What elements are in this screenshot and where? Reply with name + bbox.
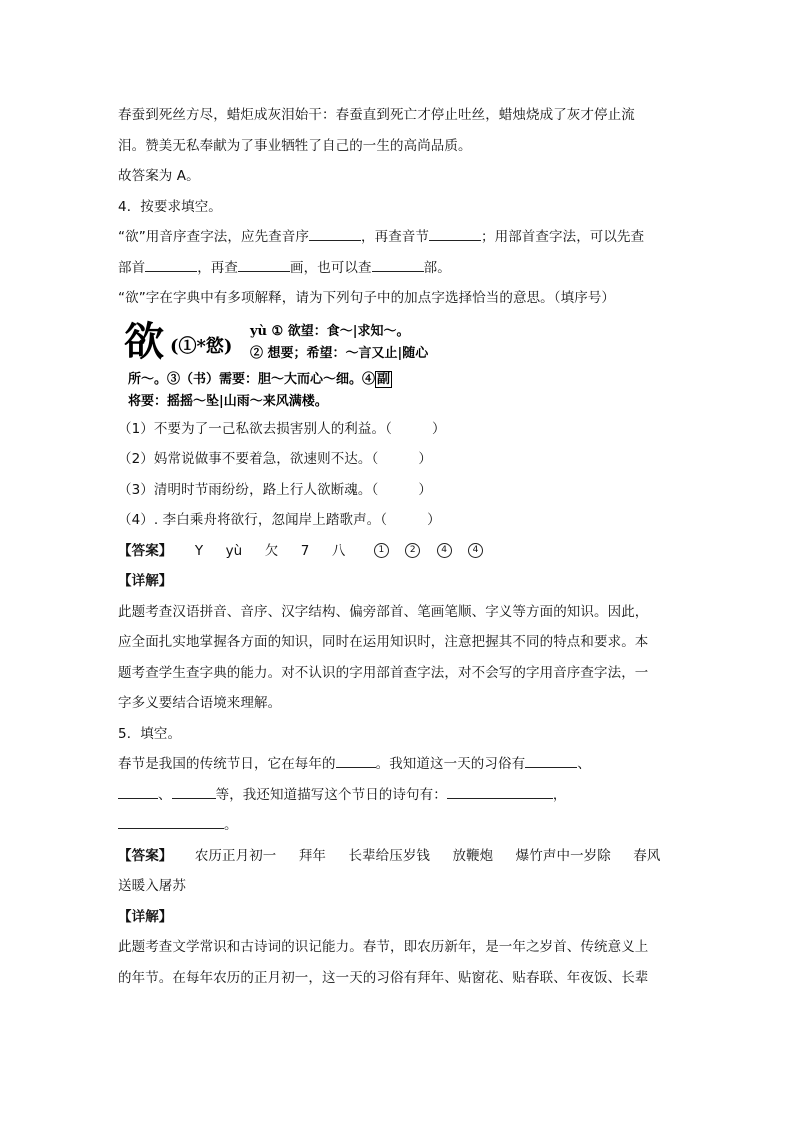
question-5-answer-cont: 送暖入屠苏 [118, 878, 186, 894]
circled-number: 2 [405, 543, 420, 558]
dict-line: 所～。③（书）需要：胆～大而心～细。④ 副 [128, 371, 391, 387]
circled-number: 4 [468, 543, 483, 558]
dict-line: ② 想要；希望：～言又止|随心 [250, 345, 429, 361]
blank [309, 228, 361, 241]
detail-text: 的年节。在每年农历的正月初一，这一天的习俗有拜年、贴窗花、贴春联、年夜饭、长辈 [118, 969, 649, 986]
dict-line: 将要：摇摇～坠|山雨～来风满楼。 [128, 393, 328, 409]
blank [145, 259, 197, 272]
document-body [118, 100, 678, 993]
question-4-answer: 【答案】 Y yù 欠 7 八 1 2 4 4 [118, 536, 678, 567]
detail-text: 此题考查文学常识和古诗词的识记能力。春节，即农历新年，是一年之岁首、传统意义上 [118, 939, 649, 955]
blank [118, 786, 158, 799]
blank [447, 786, 553, 799]
question-5-answer: 【答案】 农历正月初一 拜年 长辈给压岁钱 放鞭炮 爆竹声中一岁除 春风 [118, 847, 661, 864]
detail-text: 应全面扎实地掌握各方面的知识，同时在运用知识时，注意把握其不同的特点和要求。本 [118, 634, 649, 650]
question-4-title: 4．按要求填空。 [118, 198, 222, 215]
paragraph: 故答案为 A。 [118, 168, 200, 184]
dict-headword: 欲 [124, 317, 164, 365]
blank [336, 755, 376, 768]
question-4-line-2: 部首 ，再查 画，也可以查 部。 [118, 259, 451, 276]
question-5-line-1: 春节是我国的传统节日，它在每年的 。我知道这一天的习俗有 、 [118, 756, 591, 772]
circled-number: 4 [437, 543, 452, 558]
circled-number: 1 [374, 543, 389, 558]
paragraph: 春蚕到死丝方尽，蜡炬成灰泪始干：春蚕直到死亡才停止吐丝，蜡烛烧成了灰才停止流 [118, 107, 635, 123]
question-5-line-3: 。 [118, 810, 678, 841]
blank [429, 228, 481, 241]
question-4-item: （1）不要为了一己私欲去损害别人的利益。（ ） [118, 420, 446, 437]
blank [525, 755, 577, 768]
question-5-line-2: 、 等，我还知道描写这个节日的诗句有： ， [118, 780, 678, 811]
question-4-line-1: “欲”用音序查字法，应先查音序 ，再查音节 ；用部首查字法，可以先查 [118, 229, 645, 245]
question-5-title: 5．填空。 [118, 725, 182, 742]
dict-variant: (①*慾) [170, 335, 233, 357]
dict-line: yù ① 欲望：食～|求知～。 [250, 323, 410, 339]
question-4-item: （4）. 李白乘舟将欲行，忽闻岸上踏歌声。（ ） [118, 512, 441, 528]
detail-label: 【详解】 [118, 908, 173, 925]
question-4-item: （2）妈常说做事不要着急，欲速则不达。（ ） [118, 451, 432, 467]
blank [372, 259, 424, 272]
paragraph: 泪。赞美无私奉献为了事业牺牲了自己的一生的高尚品质。 [118, 137, 472, 154]
blank [238, 259, 290, 272]
detail-text: 此题考查汉语拼音、音序、汉字结构、偏旁部首、笔画笔顺、字义等方面的知识。因此， [118, 603, 649, 620]
detail-label: 【详解】 [118, 573, 173, 589]
answer-label: 【答案】 [118, 847, 173, 864]
blank [118, 816, 224, 829]
question-4-line-3: “欲”字在字典中有多项解释，请为下列句子中的加点字选择恰当的意思。（填序号） [118, 290, 616, 306]
question-4-item: （3）清明时节雨纷纷，路上行人欲断魂。（ ） [118, 481, 432, 498]
detail-text: 题考查学生查字典的能力。对不认识的字用部首查字法，对不会写的字用音序查字法，一 [118, 664, 649, 681]
blank [172, 786, 216, 799]
dictionary-entry-image [122, 318, 678, 410]
detail-text: 字多义要结合语境来理解。 [118, 695, 282, 711]
answer-label: 【答案】 [118, 542, 173, 559]
